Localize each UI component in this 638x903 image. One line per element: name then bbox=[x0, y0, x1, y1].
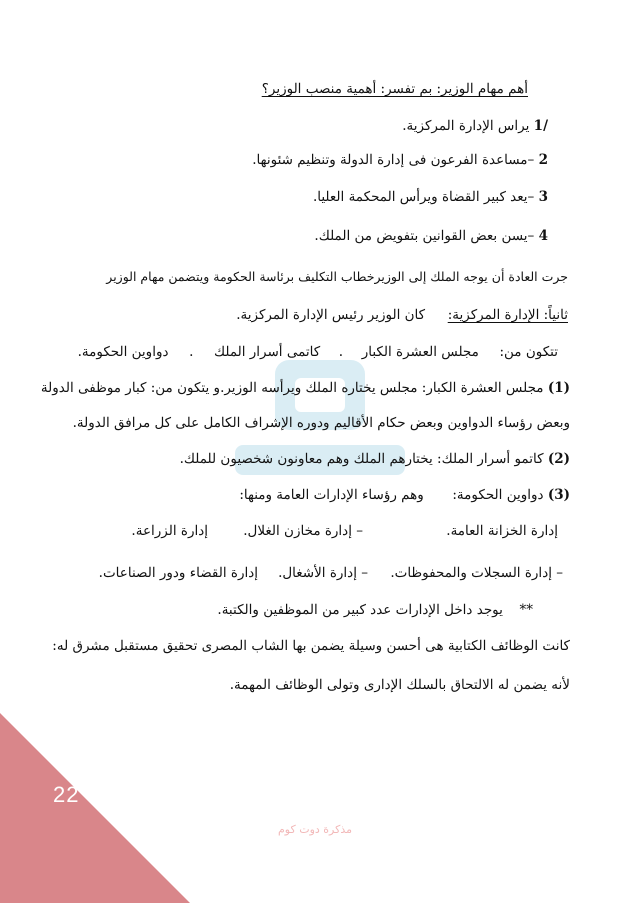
consists-part-1: مجلس العشرة الكبار bbox=[361, 344, 479, 360]
list-item bbox=[313, 187, 548, 207]
admin-item: إدارة الخزانة العامة. bbox=[446, 523, 558, 539]
item-text: –يعد كبير القضاة ويرأس المحكمة العليا. bbox=[312, 189, 535, 205]
page-number: 22 bbox=[53, 782, 80, 807]
departments-text: وهم رؤساء الإدارات العامة ومنها: bbox=[239, 487, 424, 503]
admin-item: – إدارة الأشغال. bbox=[278, 565, 368, 581]
note-stars: ** bbox=[519, 602, 533, 618]
item-text: –مساعدة الفرعون فى إدارة الدولة وتنظيم شئونها. bbox=[252, 152, 535, 168]
closing-line-2: لأنه يضمن له الالتحاق بالسلك الإدارى وتولى الوظائف المهمة. bbox=[229, 677, 570, 693]
secretaries-number: (2) bbox=[547, 451, 570, 467]
list-item bbox=[402, 116, 548, 136]
departments-number: (3) bbox=[547, 487, 570, 503]
consists-separator: . bbox=[338, 344, 344, 360]
section-two-heading: ثانياً: الإدارة المركزية: bbox=[447, 307, 568, 323]
departments-line bbox=[239, 485, 570, 505]
custom-paragraph: جرت العادة أن يوجه الملك إلى الوزيرخطاب التكليف برئاسة الحكومة ويتضمن مهام الوزير bbox=[106, 269, 568, 284]
departments-label: دواوين الحكومة: bbox=[452, 487, 544, 503]
consists-part-3: دواوين الحكومة. bbox=[77, 344, 169, 360]
secretaries-line bbox=[180, 449, 570, 469]
council-number: (1) bbox=[547, 380, 570, 396]
list-item bbox=[314, 226, 548, 246]
council-line-1 bbox=[41, 378, 570, 398]
note-line bbox=[217, 600, 533, 620]
page-heading bbox=[262, 79, 528, 99]
consists-line bbox=[78, 342, 558, 362]
admin-item: إدارة القضاء ودور الصناعات. bbox=[98, 565, 258, 581]
admin-item: إدارة الزراعة. bbox=[131, 523, 208, 539]
item-number: 3 bbox=[538, 189, 548, 205]
list-item bbox=[252, 150, 548, 170]
council-text: مجلس العشرة الكبار: مجلس يختاره الملك ويرأسه الوزير.و يتكون من: كبار موظفى الدولة bbox=[40, 380, 544, 396]
council-line-2: وبعض رؤساء الدواوين وبعض حكام الأقاليم ودوره الإشراف الكامل على كل مرافق الدولة. bbox=[72, 415, 570, 431]
secretaries-text: كاتمو أسرار الملك: يختارهم الملك وهم معاونون شخصيون للملك. bbox=[179, 451, 544, 467]
admin-item: – إدارة مخازن الغلال. bbox=[243, 523, 363, 539]
corner-triangle bbox=[0, 713, 190, 903]
item-number: 4 bbox=[538, 228, 548, 244]
section-two-text: كان الوزير رئيس الإدارة المركزية. bbox=[236, 307, 426, 323]
heading-text: أهم مهام الوزير: بم تفسر: أهمية منصب الوزير؟ bbox=[261, 81, 528, 97]
site-watermark: مذكرة دوت كوم bbox=[278, 823, 353, 836]
consists-part-2: كاتمى أسرار الملك bbox=[213, 344, 321, 360]
admin-item: – إدارة السجلات والمحفوظات. bbox=[390, 565, 563, 581]
item-text: –يسن بعض القوانين بتفويض من الملك. bbox=[314, 228, 535, 244]
note-text: يوجد داخل الإدارات عدد كبير من الموظفين والكتبة. bbox=[217, 602, 503, 618]
consists-separator: . bbox=[189, 344, 194, 360]
item-number: 1/ bbox=[533, 118, 548, 134]
item-text: يراس الإدارة المركزية. bbox=[402, 118, 530, 134]
item-number: 2 bbox=[538, 152, 548, 168]
closing-line-1: كانت الوظائف الكتابية هى أحسن وسيلة يضمن بها الشاب المصرى تحقيق مستقبل مشرق له: bbox=[52, 638, 570, 654]
consists-label: تتكون من: bbox=[499, 344, 558, 360]
section-two bbox=[236, 305, 568, 325]
